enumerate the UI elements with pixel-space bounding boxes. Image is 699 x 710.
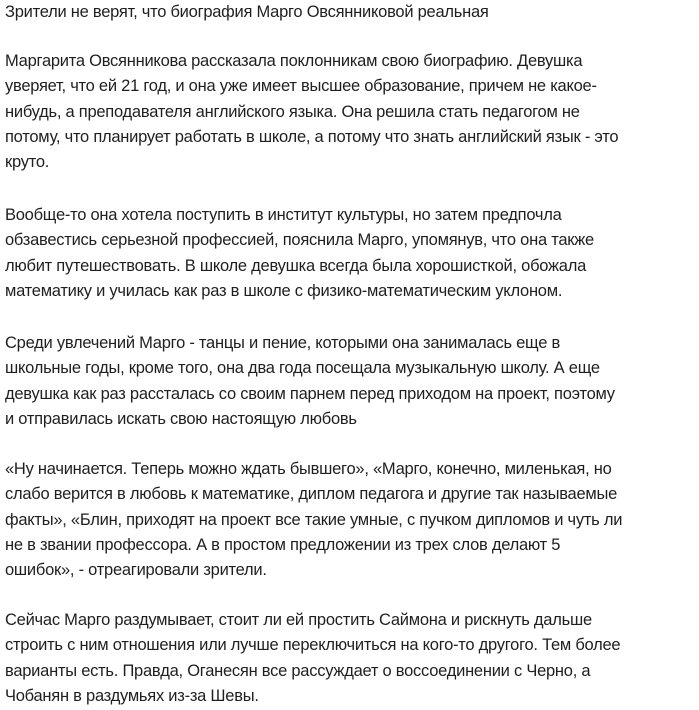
text-line: Сейчас Марго раздумывает, стоит ли ей простить Саймона и рискнуть дальше <box>5 611 592 629</box>
text-line: слабо верится в любовь к математике, диплом педагога и другие так называемые <box>5 485 618 504</box>
text-line: Вообще-то она хотела поступить в институт культуры, но затем предпочла <box>5 206 562 224</box>
text-line: девушка как раз рассталась со своим парнем перед приходом на проект, поэтому <box>5 384 615 403</box>
text-line: уверяет, что ей 21 год, и она уже имеет высшее образование, причем не какое- <box>5 77 597 96</box>
text-line: школьные годы, кроме того, она два года посещала музыкальную школу. А еще <box>5 359 600 378</box>
paragraph-viewer-reactions <box>5 457 622 583</box>
paragraph-current-situation <box>5 608 620 709</box>
text-line: обзавестись серьезной профессией, пояснила Марго, упомянув, что она также <box>5 231 594 250</box>
text-line: Чобанян в раздумьях из-за Шевы. <box>5 686 259 705</box>
text-line: Среди увлечений Марго - танцы и пение, которыми она занималась еще в <box>5 334 560 352</box>
text-line: и отправилась искать свою настоящую любовь <box>5 409 357 428</box>
text-line: потому, что планирует работать в школе, а потому что знать английский язык - это <box>5 127 619 146</box>
paragraph-hobbies <box>5 331 615 432</box>
text-line: круто. <box>5 153 50 172</box>
paragraph-biography <box>5 49 618 175</box>
text-line: «Ну начинается. Теперь можно ждать бывшего», «Марго, конечно, миленькая, но <box>5 460 612 478</box>
text-line: ошибок», - отреагировали зрители. <box>5 561 267 580</box>
text-line: факты», «Блин, приходят на проект все такие умные, с пучком дипломов и чуть ли <box>5 510 623 529</box>
paragraph-education <box>5 203 594 304</box>
text-line: варианты есть. Правда, Оганесян все рассуждает о воссоединении с Черно, а <box>5 661 591 680</box>
article <box>5 0 699 705</box>
text-line: Маргарита Овсянникова рассказала поклонникам свою биографию. Девушка <box>5 52 583 70</box>
text-line: любит путешествовать. В школе девушка всегда была хорошисткой, обожала <box>5 256 587 275</box>
text-line: не в звании профессора. А в простом предложении из трех слов делают 5 <box>5 535 561 554</box>
text-line: нибудь, а преподавателя английского языка. Она решила стать педагогом не <box>5 102 580 121</box>
text-line: строить с ним отношения или лучше переключиться на кого-то другого. Тем более <box>5 636 621 655</box>
article-title: Зрители не верят, что биография Марго Овсянниковой реальная <box>5 3 489 21</box>
text-line: математику и училась как раз в школе с физико-математическим уклоном. <box>5 281 563 300</box>
